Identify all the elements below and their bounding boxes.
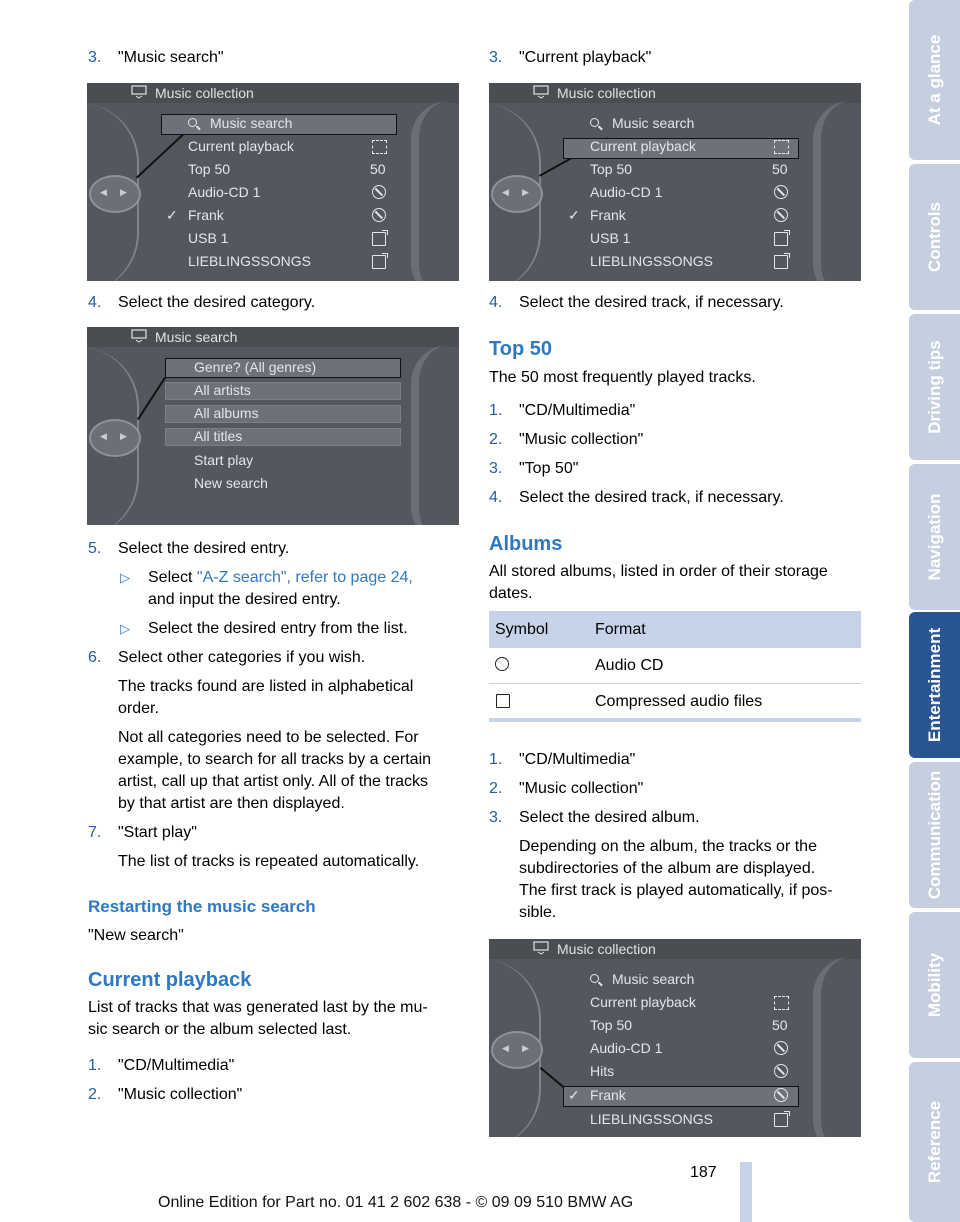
bullet-text: Select "A-Z search", refer to page 24, [148,569,413,586]
step-number: 4. [88,294,102,311]
bullet-triangle-icon: ▷ [120,570,130,585]
step-number: 6. [88,649,102,666]
file-icon [774,1113,788,1127]
step-number: 3. [88,49,102,66]
step-text: Select the desired entry. [118,540,290,557]
step-text: "Music collection" [118,1086,243,1103]
step-text: "CD/Multimedia" [519,751,636,768]
tab-reference[interactable]: Reference [909,1062,960,1222]
step-number: 1. [88,1057,102,1074]
menu-row: ✓ Frank [590,205,861,226]
music-collection-icon [131,85,147,99]
current-playback-screenshot [489,83,861,281]
menu-row: LIEBLINGSSONGS [188,251,459,272]
paragraph-line: subdirectories of the album are displayed. [519,860,816,877]
step-number: 3. [489,49,503,66]
step-text: Select the desired album. [519,809,700,826]
tab-communication[interactable]: Communication [909,762,960,908]
menu-row: Top 50 50 [590,1017,788,1033]
music-search-icon [131,329,147,343]
section-heading: Albums [489,533,563,555]
menu-row: New search [194,475,268,491]
step-text: Select the desired track, if necessary. [519,489,784,506]
playlist-icon [774,140,789,154]
checkmark-icon: ✓ [568,1087,580,1103]
step-number: 1. [489,751,503,768]
menu-row: Start play [194,452,254,468]
section-heading: Current playback [88,969,252,991]
menu-row: Current playback [590,992,861,1013]
file-icon [774,232,788,246]
page-marker [740,1162,752,1222]
cd-icon [774,1088,788,1102]
menu-row: LIEBLINGSSONGS [590,251,861,272]
step-text: "Music search" [118,49,224,66]
paragraph-line: The 50 most frequently played tracks. [489,369,756,386]
file-icon [372,232,386,246]
file-icon [774,255,788,269]
step-number: 2. [489,780,503,797]
table-cell: Compressed audio files [595,693,763,710]
search-icon [188,118,197,127]
menu-row: USB 1 [590,228,861,249]
paragraph-line: by that artist are then displayed. [118,795,345,812]
menu-row: Audio-CD 1 [188,182,459,203]
pointer-line [137,377,166,420]
menu-row: USB 1 [188,228,459,249]
screen-title: Music collection [155,85,254,101]
menu-row: Top 50 50 [188,161,386,177]
menu-row: Music search [188,113,459,134]
step-text: "Top 50" [519,460,579,477]
music-collection-icon [533,941,549,955]
step-text: "CD/Multimedia" [118,1057,235,1074]
step-text: Select the desired track, if necessary. [519,294,784,311]
screen-title: Music collection [557,85,656,101]
menu-row: All albums [194,405,259,421]
music-collection-screenshot [87,83,459,281]
menu-row: ✓ Frank [590,1085,861,1106]
paragraph-line: Depending on the album, the tracks or the [519,838,817,855]
music-collection-icon [533,85,549,99]
tab-entertainment[interactable]: Entertainment [909,612,960,758]
controller-knob-icon: ◀ ▶ [491,1031,543,1069]
tab-mobility[interactable]: Mobility [909,912,960,1058]
playlist-icon [372,140,387,154]
step-text: "Music collection" [519,431,644,448]
checkmark-icon: ✓ [166,207,178,223]
step-number: 3. [489,809,503,826]
cd-icon [774,1041,788,1055]
table-header-cell: Format [595,621,646,638]
footer-text: Online Edition for Part no. 01 41 2 602 638 - © 09 09 510 BMW AG [158,1194,634,1211]
step-number: 1. [489,402,503,419]
step-number: 4. [489,489,503,506]
controller-knob-icon: ◀ ▶ [89,419,141,457]
table-cell: Audio CD [595,657,664,674]
step-text: Select other categories if you wish. [118,649,366,666]
cd-icon [774,208,788,222]
file-icon [496,694,510,708]
tab-at-a-glance[interactable]: At a glance [909,0,960,160]
tab-driving-tips[interactable]: Driving tips [909,314,960,460]
playlist-icon [774,996,789,1010]
menu-row: Audio-CD 1 [590,1038,861,1059]
menu-row: Current playback [590,136,861,157]
menu-row: Top 50 50 [590,161,788,177]
cd-icon [774,185,788,199]
page-reference-link[interactable]: "A-Z search", refer to page 24, [196,569,413,586]
tab-controls[interactable]: Controls [909,164,960,310]
album-collection-screenshot [489,939,861,1137]
paragraph-line: "New search" [88,927,184,944]
paragraph-line: List of tracks that was generated last by the mu- [88,999,428,1016]
paragraph-line: example, to search for all tracks by a certain [118,751,432,768]
paragraph-line: artist, call up that artist only. All of the tracks [118,773,429,790]
step-number: 3. [489,460,503,477]
table-header-cell: Symbol [495,621,549,638]
screen-title: Music search [155,329,238,345]
step-text: "Start play" [118,824,197,841]
paragraph-line: Not all categories need to be selected. For [118,729,419,746]
step-text: Select the desired category. [118,294,316,311]
paragraph-line: The list of tracks is repeated automatically. [118,853,420,870]
section-heading: Restarting the music search [88,897,316,916]
bullet-text: Select the desired entry from the list. [148,620,408,637]
paragraph-line: dates. [489,585,533,602]
music-search-screenshot [87,327,459,525]
search-icon [590,118,599,127]
menu-row: Genre? (All genres) [194,359,317,375]
controller-knob-icon: ◀ ▶ [491,175,543,213]
step-number: 2. [88,1086,102,1103]
step-number: 2. [489,431,503,448]
search-icon [590,974,599,983]
menu-row: Current playback [188,136,459,157]
checkmark-icon: ✓ [568,207,580,223]
paragraph-line: order. [118,700,159,717]
bullet-triangle-icon: ▷ [120,621,130,636]
paragraph-line: The tracks found are listed in alphabetical [118,678,414,695]
step-text: "Current playback" [519,49,652,66]
paragraph-line: sible. [519,904,557,921]
page-number: 187 [690,1164,717,1181]
screen-title: Music collection [557,941,656,957]
cd-icon [372,208,386,222]
cd-icon [495,657,509,671]
cd-icon [372,185,386,199]
file-icon [372,255,386,269]
chapter-tabs [900,0,960,1222]
paragraph-line: All stored albums, listed in order of their storage [489,563,828,580]
bullet-text: and input the desired entry. [148,591,341,608]
menu-row: Music search [590,969,861,990]
menu-row: All titles [194,428,243,444]
step-number: 7. [88,824,102,841]
controller-knob-icon: ◀ ▶ [89,175,141,213]
menu-row: All artists [194,382,251,398]
table-divider [489,683,861,684]
cd-icon [774,1064,788,1078]
step-text: "CD/Multimedia" [519,402,636,419]
paragraph-line: sic search or the album selected last. [88,1021,352,1038]
table-bottom-border [489,718,861,722]
menu-row: LIEBLINGSSONGS [590,1109,861,1130]
section-heading: Top 50 [489,338,552,360]
step-text: "Music collection" [519,780,644,797]
menu-row: ✓ Frank [188,205,459,226]
step-number: 4. [489,294,503,311]
paragraph-line: The first track is played automatically, if pos- [519,882,833,899]
step-number: 5. [88,540,102,557]
menu-row: Audio-CD 1 [590,182,861,203]
menu-row: Hits [590,1061,861,1082]
tab-navigation[interactable]: Navigation [909,464,960,610]
menu-row: Music search [590,113,861,134]
